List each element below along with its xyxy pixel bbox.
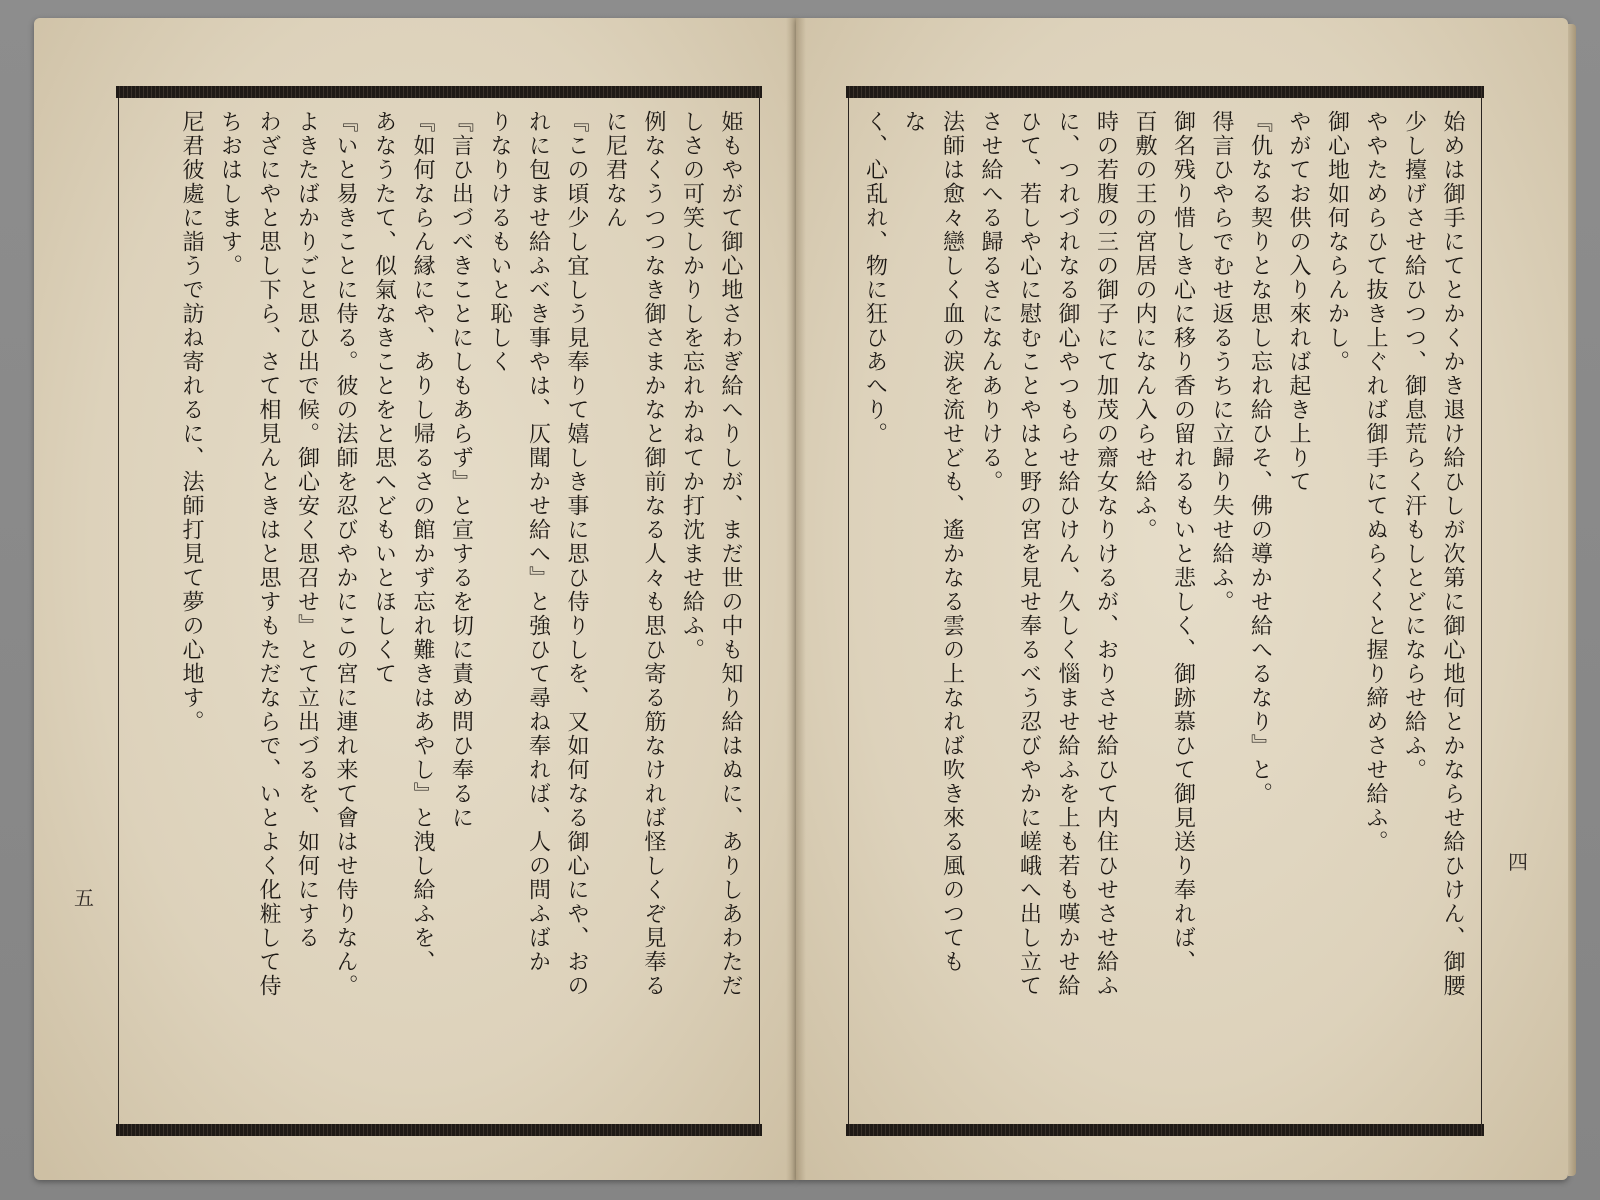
right-page-text: [855, 110, 1471, 1110]
text-column: 御心地如何ならんかし。: [1324, 110, 1350, 374]
right-page: [796, 18, 1568, 1180]
text-column: 御名残り惜しき心に移り香の留れるもいと悲しく、御跡慕ひて御見送り奉れば、: [1170, 110, 1196, 974]
right-page-border-frame: [848, 98, 1482, 1124]
left-page: [34, 18, 796, 1180]
text-column: 『いと易きことに侍る。彼の法師を忍びやかにこの宮に連れ来て會はせ侍りなん。: [333, 110, 358, 998]
text-column: ひて、若しや心に慰むことやはと野の宮を見せ奉るべう忍びやかに嵯峨へ出し立て: [1016, 110, 1042, 998]
left-page-border-frame: [118, 98, 760, 1124]
text-column: に、つれづれなる御心やつもらせ給ひけん、久しく惱ませ給ふを上も若も嘆かせ給: [1055, 110, 1080, 998]
text-column: 『この頃少し宜しう見奉りて嬉しき事に思ひ侍りしを、又如何なる御心にや、おの: [564, 110, 589, 998]
text-column: 例なくうつつなき御さまかなと御前なる人々も思ひ寄る筋なければ怪しくぞ見奉る: [641, 110, 666, 998]
text-column: しさの可笑しかりしを忘れかねてか打沈ませ給ふ。: [679, 110, 705, 662]
left-page-text: [172, 110, 750, 1110]
text-column: 時の若腹の三の御子にて加茂の齋女なりけるが、おりさせ給ひて内住ひせさせ給ふ: [1093, 110, 1119, 998]
text-column: ちおはします。: [217, 110, 243, 278]
text-column: く、心乱れ、物に狂ひあへり。: [862, 110, 888, 446]
text-column: 『如何ならん縁にや、ありし帰るさの館かず忘れ難きはあやし』と洩し給ふを、: [410, 110, 435, 974]
text-column: 得言ひやらでむせ返るうちに立歸り失せ給ふ。: [1209, 110, 1234, 614]
text-column: 少し擡げさせ給ひつつ、御息荒らく汗もしとどにならせ給ふ。: [1401, 110, 1427, 782]
text-column: 姫もやがて御心地さわぎ給へりしが、まだ世の中も知り給はぬに、ありしあわただ: [718, 110, 743, 998]
text-column: に尼君なん: [602, 110, 628, 230]
text-column: 法師は愈々戀しく血の涙を流せども、遙かなる雲の上なれば吹き來る風のつても: [939, 110, 965, 974]
text-column: よきたばかりごと思ひ出で候。御心安く思召せ』とて立出づるを、如何にする: [294, 110, 320, 950]
text-column: ややためらひて抜き上ぐれば御手にてぬらくくと握り締めさせ給ふ。: [1363, 110, 1388, 854]
text-column: やがてお供の入り來れば起き上りて: [1286, 110, 1311, 494]
text-column: 『言ひ出づべきことにしもあらず』と宣するを切に責め問ひ奉るに: [448, 110, 474, 830]
text-column: 始めは御手にてとかくかき退け給ひしが次第に御心地何とかならせ給ひけん、御腰: [1440, 110, 1465, 998]
text-column: りなりけるもいと恥しく: [487, 110, 512, 374]
text-column: あなうたて、似氣なきことをと思へどもいとほしくて: [371, 110, 397, 686]
text-column: させ給へる歸るさになんありける。: [978, 110, 1003, 494]
text-column: 『仇なる契りとな思し忘れ給ひそ、佛の導かせ給へるなり』と。: [1247, 110, 1273, 806]
text-column: な: [901, 110, 926, 134]
page-number: 五: [74, 886, 94, 910]
text-column: わざにやと思し下ら、さて相見んときはと思すもただならで、いとよく化粧して侍: [256, 110, 281, 998]
text-column: 尼君彼處に詣うで訪ね寄れるに、法師打見て夢の心地す。: [179, 110, 204, 734]
text-column: れに包ませ給ふべき事やは、仄聞かせ給へ』と強ひて尋ね奉れば、人の問ふばか: [525, 110, 551, 974]
page-edge: [1568, 24, 1576, 1176]
page-number: 四: [1508, 850, 1528, 874]
text-column: 百敷の王の宮居の内になん入らせ給ふ。: [1132, 110, 1157, 542]
